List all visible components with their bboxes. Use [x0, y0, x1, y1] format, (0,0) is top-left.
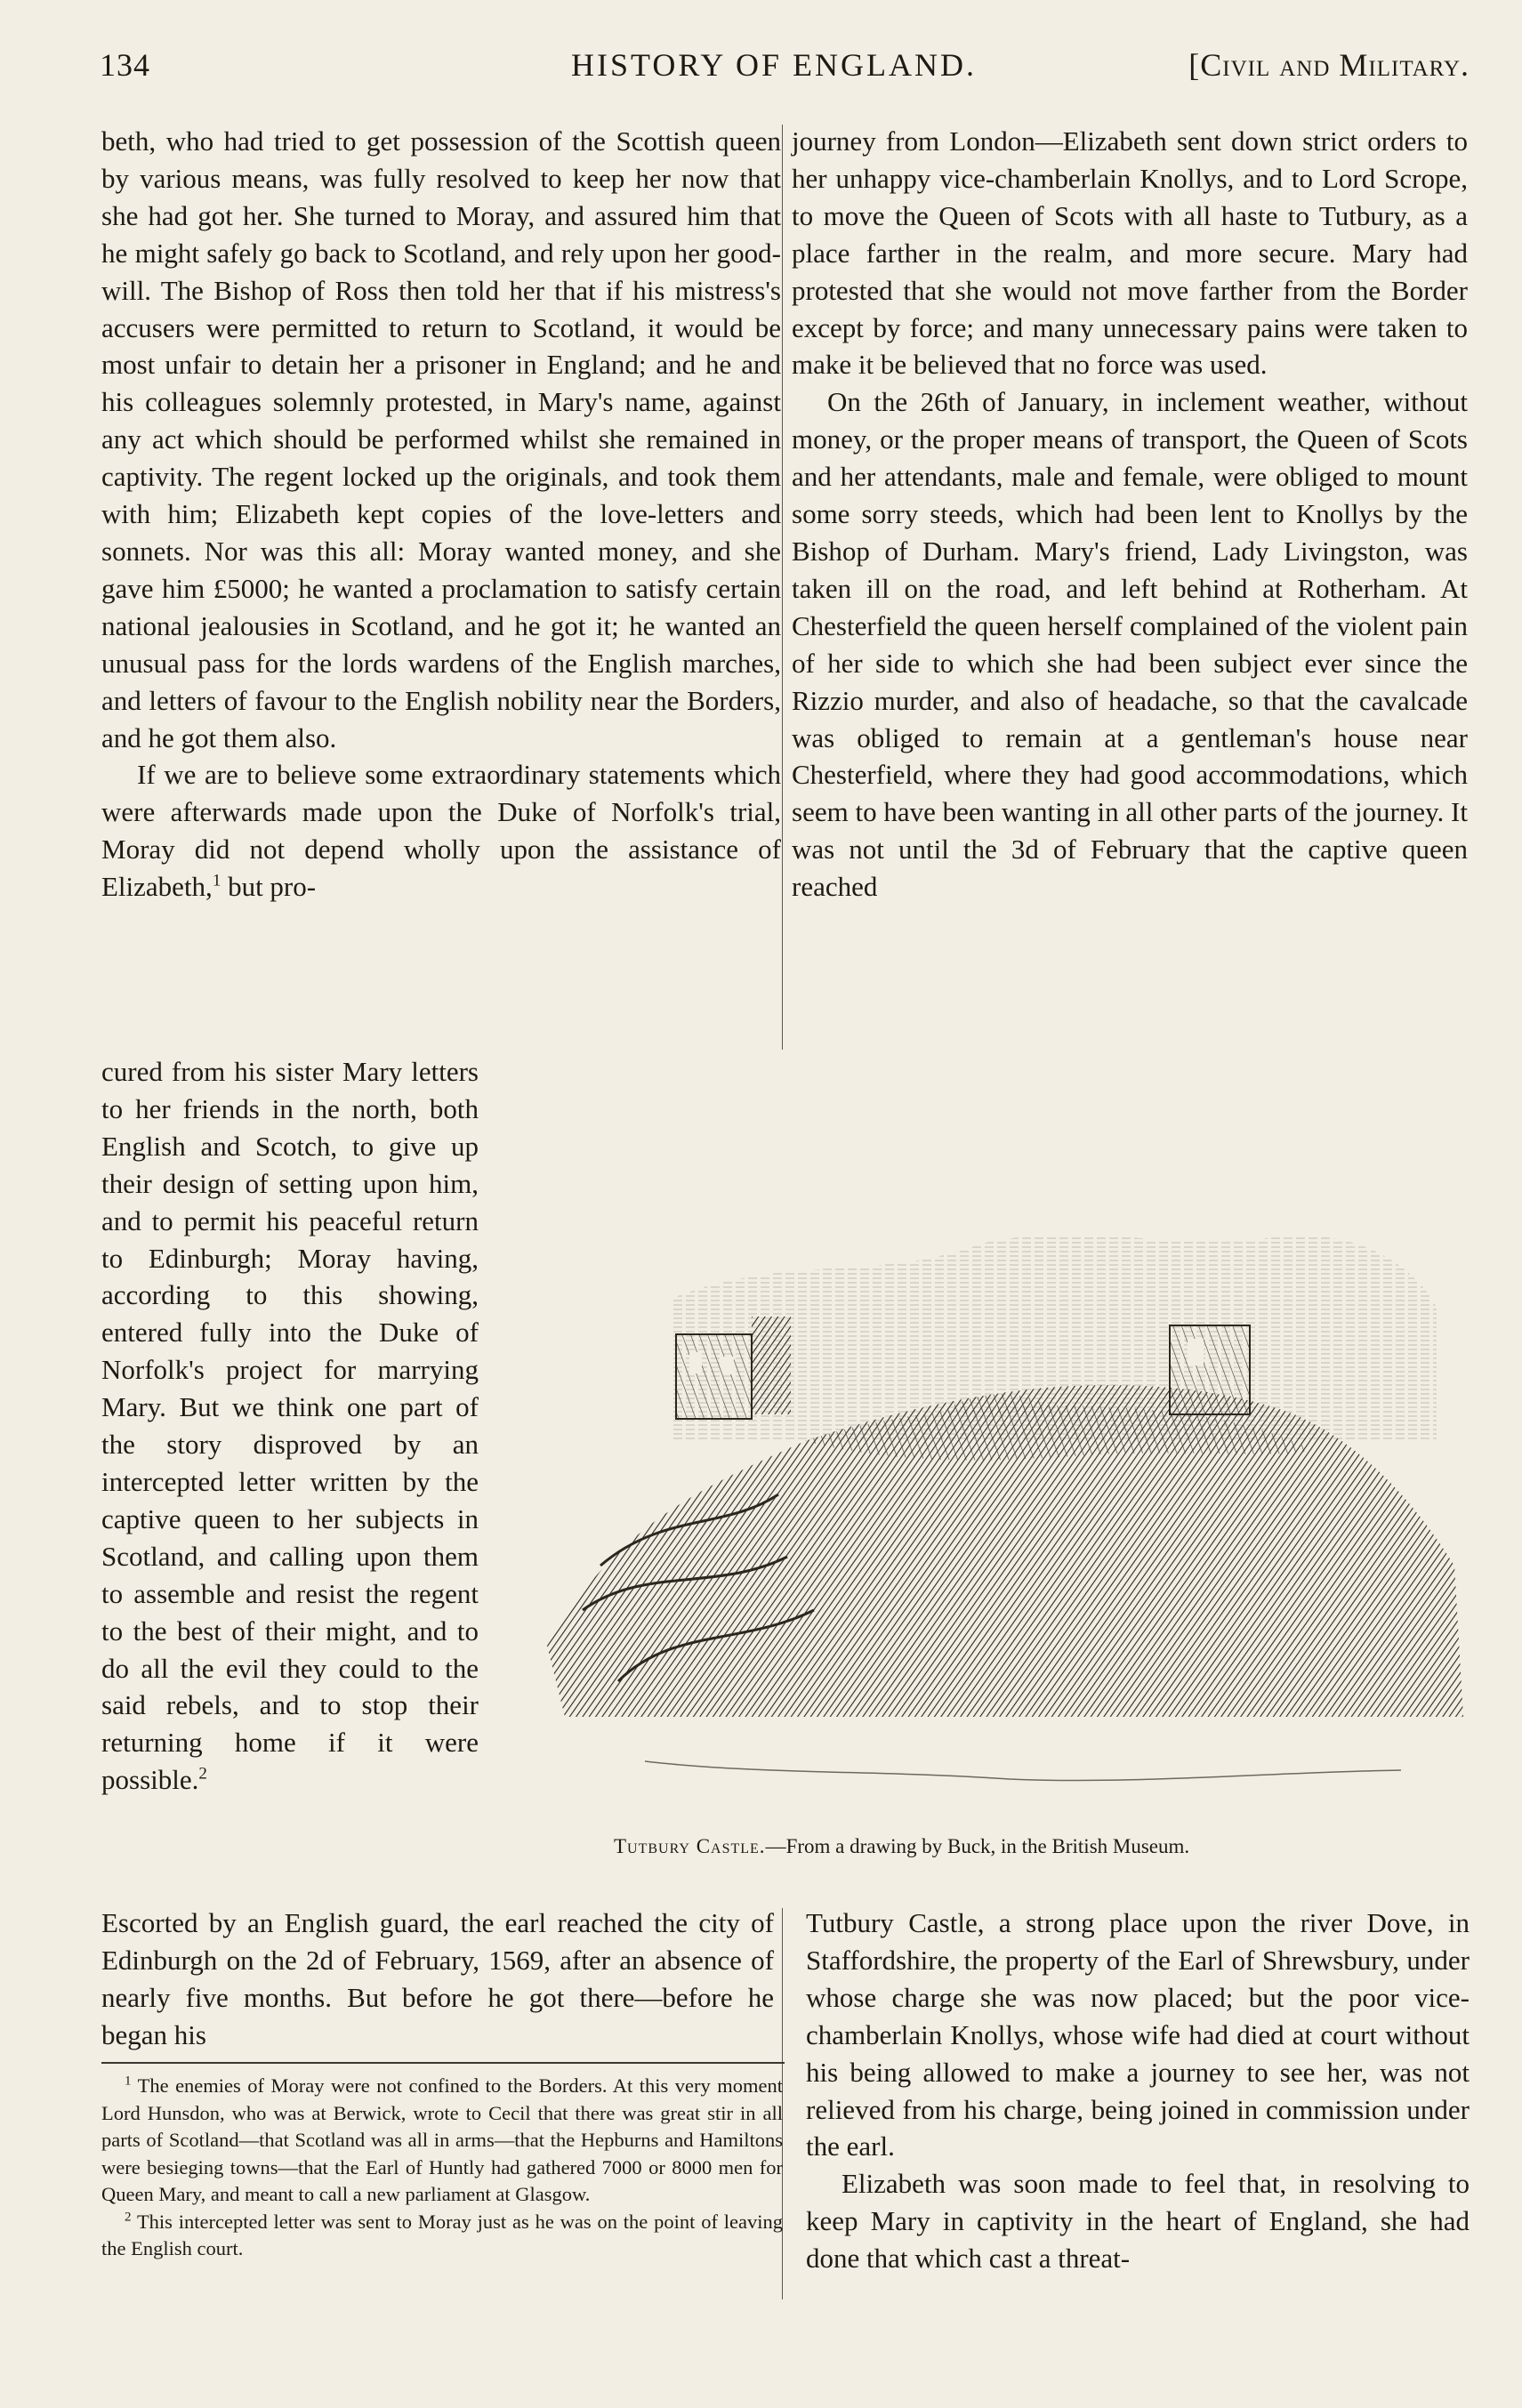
- caption-title: Tutbury Castle.: [614, 1835, 766, 1857]
- section-heading: [Civil and Military.: [1188, 47, 1470, 83]
- paragraph: [101, 756, 781, 906]
- left-column-beside-illustration: [101, 1053, 479, 1799]
- paragraph: beth, who had tried to get possession of the Scottish queen by various means, was fully resolved to keep her now that she had got her. She turned to Moray, and assured him that he might safely go back to Scotland, and rely upon her good-will. The Bishop of Ross then told her that if his mistress's accusers were permitted to return to Scotland, it would be most unfair to detain her a prisoner in England; and he and his colleagues solemnly protested, in Mary's name, against any act which should be performed whilst she remained in captivity. The regent locked up the originals, and took them with him; Elizabeth kept copies of the love-letters and sonnets. Nor was this all: Moray wanted money, and she gave him £5000; he wanted a proclamation to satisfy certain national jealousies in Scotland, and he got it; he wanted an unusual pass for the lords wardens of the English marches, and letters of favour to the English nobility near the Borders, and he got them also.: [101, 125, 781, 753]
- paragraph: journey from London—Elizabeth sent down strict orders to her unhappy vice-chamberlain Knollys, and to Lord Scrope, to move the Queen of Scots with all haste to Tutbury, as a place farther in the realm, and more secure. Mary had protested that she would not move farther from the Border except by force; and many unnecessary pains were taken to make it be believed that no force was used.: [792, 125, 1468, 381]
- paragraph-text: cured from his sister Mary letters to her friends in the north, both English and Scotch, to give up their design of setting upon him, and to permit his peaceful return to Edinburgh; Moray having, according to this showing, entered fully into the Duke of Norfolk's project for marrying Mary. But we think one part of the story disproved by an intercepted letter written by the captive queen to her subjects in Scotland, and calling upon them to assemble and resist the regent to the best of their might, and to do all the evil they could to the said rebels, and to stop their returning home if it were possible.: [101, 1056, 479, 1796]
- paragraph: Elizabeth was soon made to feel that, in resolving to keep Mary in captivity in the heart of England, she had done that which cast a threat-: [806, 2168, 1470, 2275]
- paragraph-text: If we are to believe some extraordinary statements which were afterwards made upon the Duke of Norfolk's trial, Moray did not depend wholly upon the assistance of Elizabeth,: [101, 759, 781, 903]
- footnote-marker: 2: [198, 1764, 207, 1784]
- footnotes: [101, 2073, 783, 2263]
- footnote: [101, 2209, 783, 2263]
- page-number: 134: [100, 47, 150, 83]
- footnote-mark: 2: [125, 2210, 132, 2224]
- tutbury-castle-engraving: [511, 1148, 1472, 1806]
- illustration-caption: [614, 1835, 1414, 1858]
- column-divider-top: [782, 125, 783, 1050]
- footnote-mark: 1: [125, 2074, 132, 2089]
- paragraph: [101, 1053, 479, 1799]
- caption-text: —From a drawing by Buck, in the British Museum.: [765, 1835, 1190, 1857]
- right-column-top: [792, 123, 1468, 906]
- page-header: [100, 46, 1470, 91]
- footnote-marker: 1: [212, 871, 221, 890]
- footnote-rule: [101, 2062, 785, 2064]
- running-title: HISTORY OF ENGLAND.: [571, 47, 978, 83]
- paragraph: Escorted by an English guard, the earl reached the city of Edinburgh on the 2d of February, 1569, after an absence of nearly five months. But before he got there—before he began his: [101, 1907, 774, 2050]
- right-column-bottom: [806, 1905, 1470, 2277]
- paragraph-text: but pro-: [221, 871, 317, 903]
- footnote-text: The enemies of Moray were not confined to the Borders. At this very moment Lord Hunsdon, who was at Berwick, wrote to Cecil that there was great stir in all parts of Scotland—that Scotland was all in arms—that the Hepburns and Hamiltons were besieging towns—that the Earl of Huntly had gathered 7000 or 8000 men for Queen Mary, and meant to call a new parliament at Glasgow.: [101, 2074, 783, 2205]
- left-column-bottom: [101, 1905, 774, 2054]
- paragraph: Tutbury Castle, a strong place upon the river Dove, in Staffordshire, the property of the Earl of Shrewsbury, under whose charge she was now placed; but the poor vice-chamberlain Knollys, whose wife had died at court without his being allowed to make a journey to see her, was not relieved from his charge, being joined in commission under the earl.: [806, 1907, 1470, 2162]
- paragraph: On the 26th of January, in inclement weather, without money, or the proper means of transport, the Queen of Scots and her attendants, male and female, were obliged to mount some sorry steeds, which had been lent to Knollys by the Bishop of Durham. Mary's friend, Lady Livingston, was taken ill on the road, and left behind at Rotherham. At Chesterfield the queen herself complained of the violent pain of her side to which she had been subject ever since the Rizzio murder, and also of headache, so that the cavalcade was obliged to remain at a gentleman's house near Chesterfield, where they had good accommodations, which seem to have been wanting in all other parts of the journey. It was not until the 3d of February that the captive queen reached: [792, 386, 1468, 903]
- footnote: [101, 2073, 783, 2209]
- footnote-text: This intercepted letter was sent to Moray just as he was on the point of leaving the English court.: [101, 2210, 784, 2259]
- left-column-top: [101, 123, 781, 906]
